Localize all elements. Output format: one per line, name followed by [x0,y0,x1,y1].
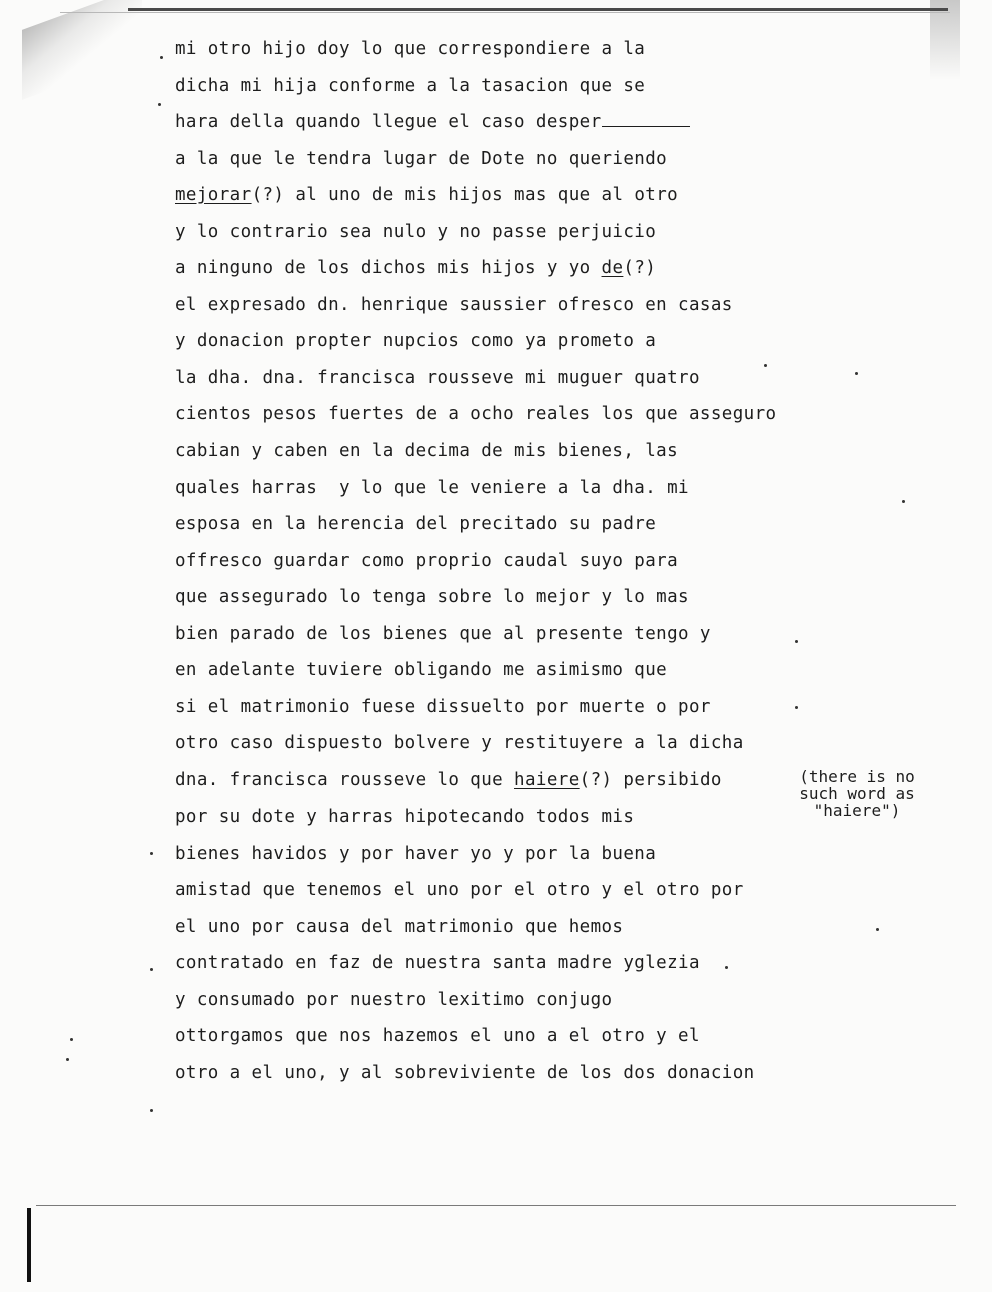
speck [764,364,767,367]
text-line: que assegurado lo tenga sobre lo mejor y lo mas [175,587,689,607]
text-fragment: a ninguno de los dichos mis hijos y yo [175,258,591,278]
text-line: la dha. dna. francisca rousseve mi muguer quatro [175,368,700,388]
speck [150,1109,153,1112]
text-line [175,769,722,791]
speck [150,852,153,855]
speck [66,1058,69,1061]
text-line: otro caso dispuesto bolvere y restituyere a la dicha [175,733,744,753]
bottom-edge-line [36,1205,956,1206]
text-line: otro a el uno, y al sobreviviente de los dos donacion [175,1063,755,1083]
text-line: offresco guardar como proprio caudal suyo para [175,551,679,571]
text-fragment: al uno de mis hijos mas que al otro [295,185,679,205]
text-line: y donacion propter nupcios como ya prometo a [175,331,657,351]
text-line: esposa en la herencia del precitado su padre [175,514,657,534]
text-line: a la que le tendra lugar de Dote no queriendo [175,149,668,169]
corner-smudge [22,0,142,100]
text-line: y consumado por nuestro lexitimo conjugo [175,990,613,1010]
speck [795,706,798,709]
speck [70,1038,73,1041]
text-fragment: persibido [612,770,722,790]
blank-underline [602,111,690,127]
speck [725,966,728,969]
query-mark: (?) [579,770,613,790]
speck [855,372,858,375]
text-line [175,184,678,206]
speck [160,56,163,59]
margin-note: (there is no such word as "haiere") [799,767,915,820]
text-line: amistad que tenemos el uno por el otro y el otro por [175,880,744,900]
text-line: dicha mi hija conforme a la tasacion que se [175,76,646,96]
underlined-word: haiere [514,770,580,790]
left-edge-bar [27,1208,31,1282]
underlined-word: mejorar [175,185,252,205]
speck [795,640,798,643]
text-line [175,111,690,133]
speck [902,500,905,503]
text-line: cabian y caben en la decima de mis bienes, las [175,441,679,461]
text-line: bienes havidos y por haver yo y por la buena [175,844,657,864]
text-fragment: dna. francisca rousseve lo que [175,770,504,790]
text-line: por su dote y harras hipotecando todos mis [175,807,635,827]
text-line: ottorgamos que nos hazemos el uno a el otro y el [175,1026,700,1046]
text-line: el expresado dn. henrique saussier ofresco en casas [175,295,733,315]
speck [158,103,161,106]
text-line: y lo contrario sea nulo y no passe perjuicio [175,222,657,242]
text-fragment: hara della quando llegue el caso desper [175,112,602,132]
text-line: si el matrimonio fuese dissuelto por muerte o por [175,697,711,717]
query-mark: (?) [623,258,657,278]
text-line: bien parado de los bienes que al presente tengo y [175,624,711,644]
speck [876,928,879,931]
speck [150,968,153,971]
text-line: quales harras y lo que le veniere a la dha. mi [175,478,689,498]
text-line: cientos pesos fuertes de a ocho reales los que asseguro [175,404,777,424]
top-edge-faint-line [60,12,950,13]
query-mark: (?) [251,185,285,205]
text-line: el uno por causa del matrimonio que hemos [175,917,624,937]
text-line: mi otro hijo doy lo que correspondiere a la [175,39,646,59]
underlined-word: de [601,258,624,278]
text-line: contratado en faz de nuestra santa madre yglezia [175,953,700,973]
text-line [175,257,656,279]
text-line: en adelante tuviere obligando me asimismo que [175,660,668,680]
top-edge-line [128,8,948,11]
